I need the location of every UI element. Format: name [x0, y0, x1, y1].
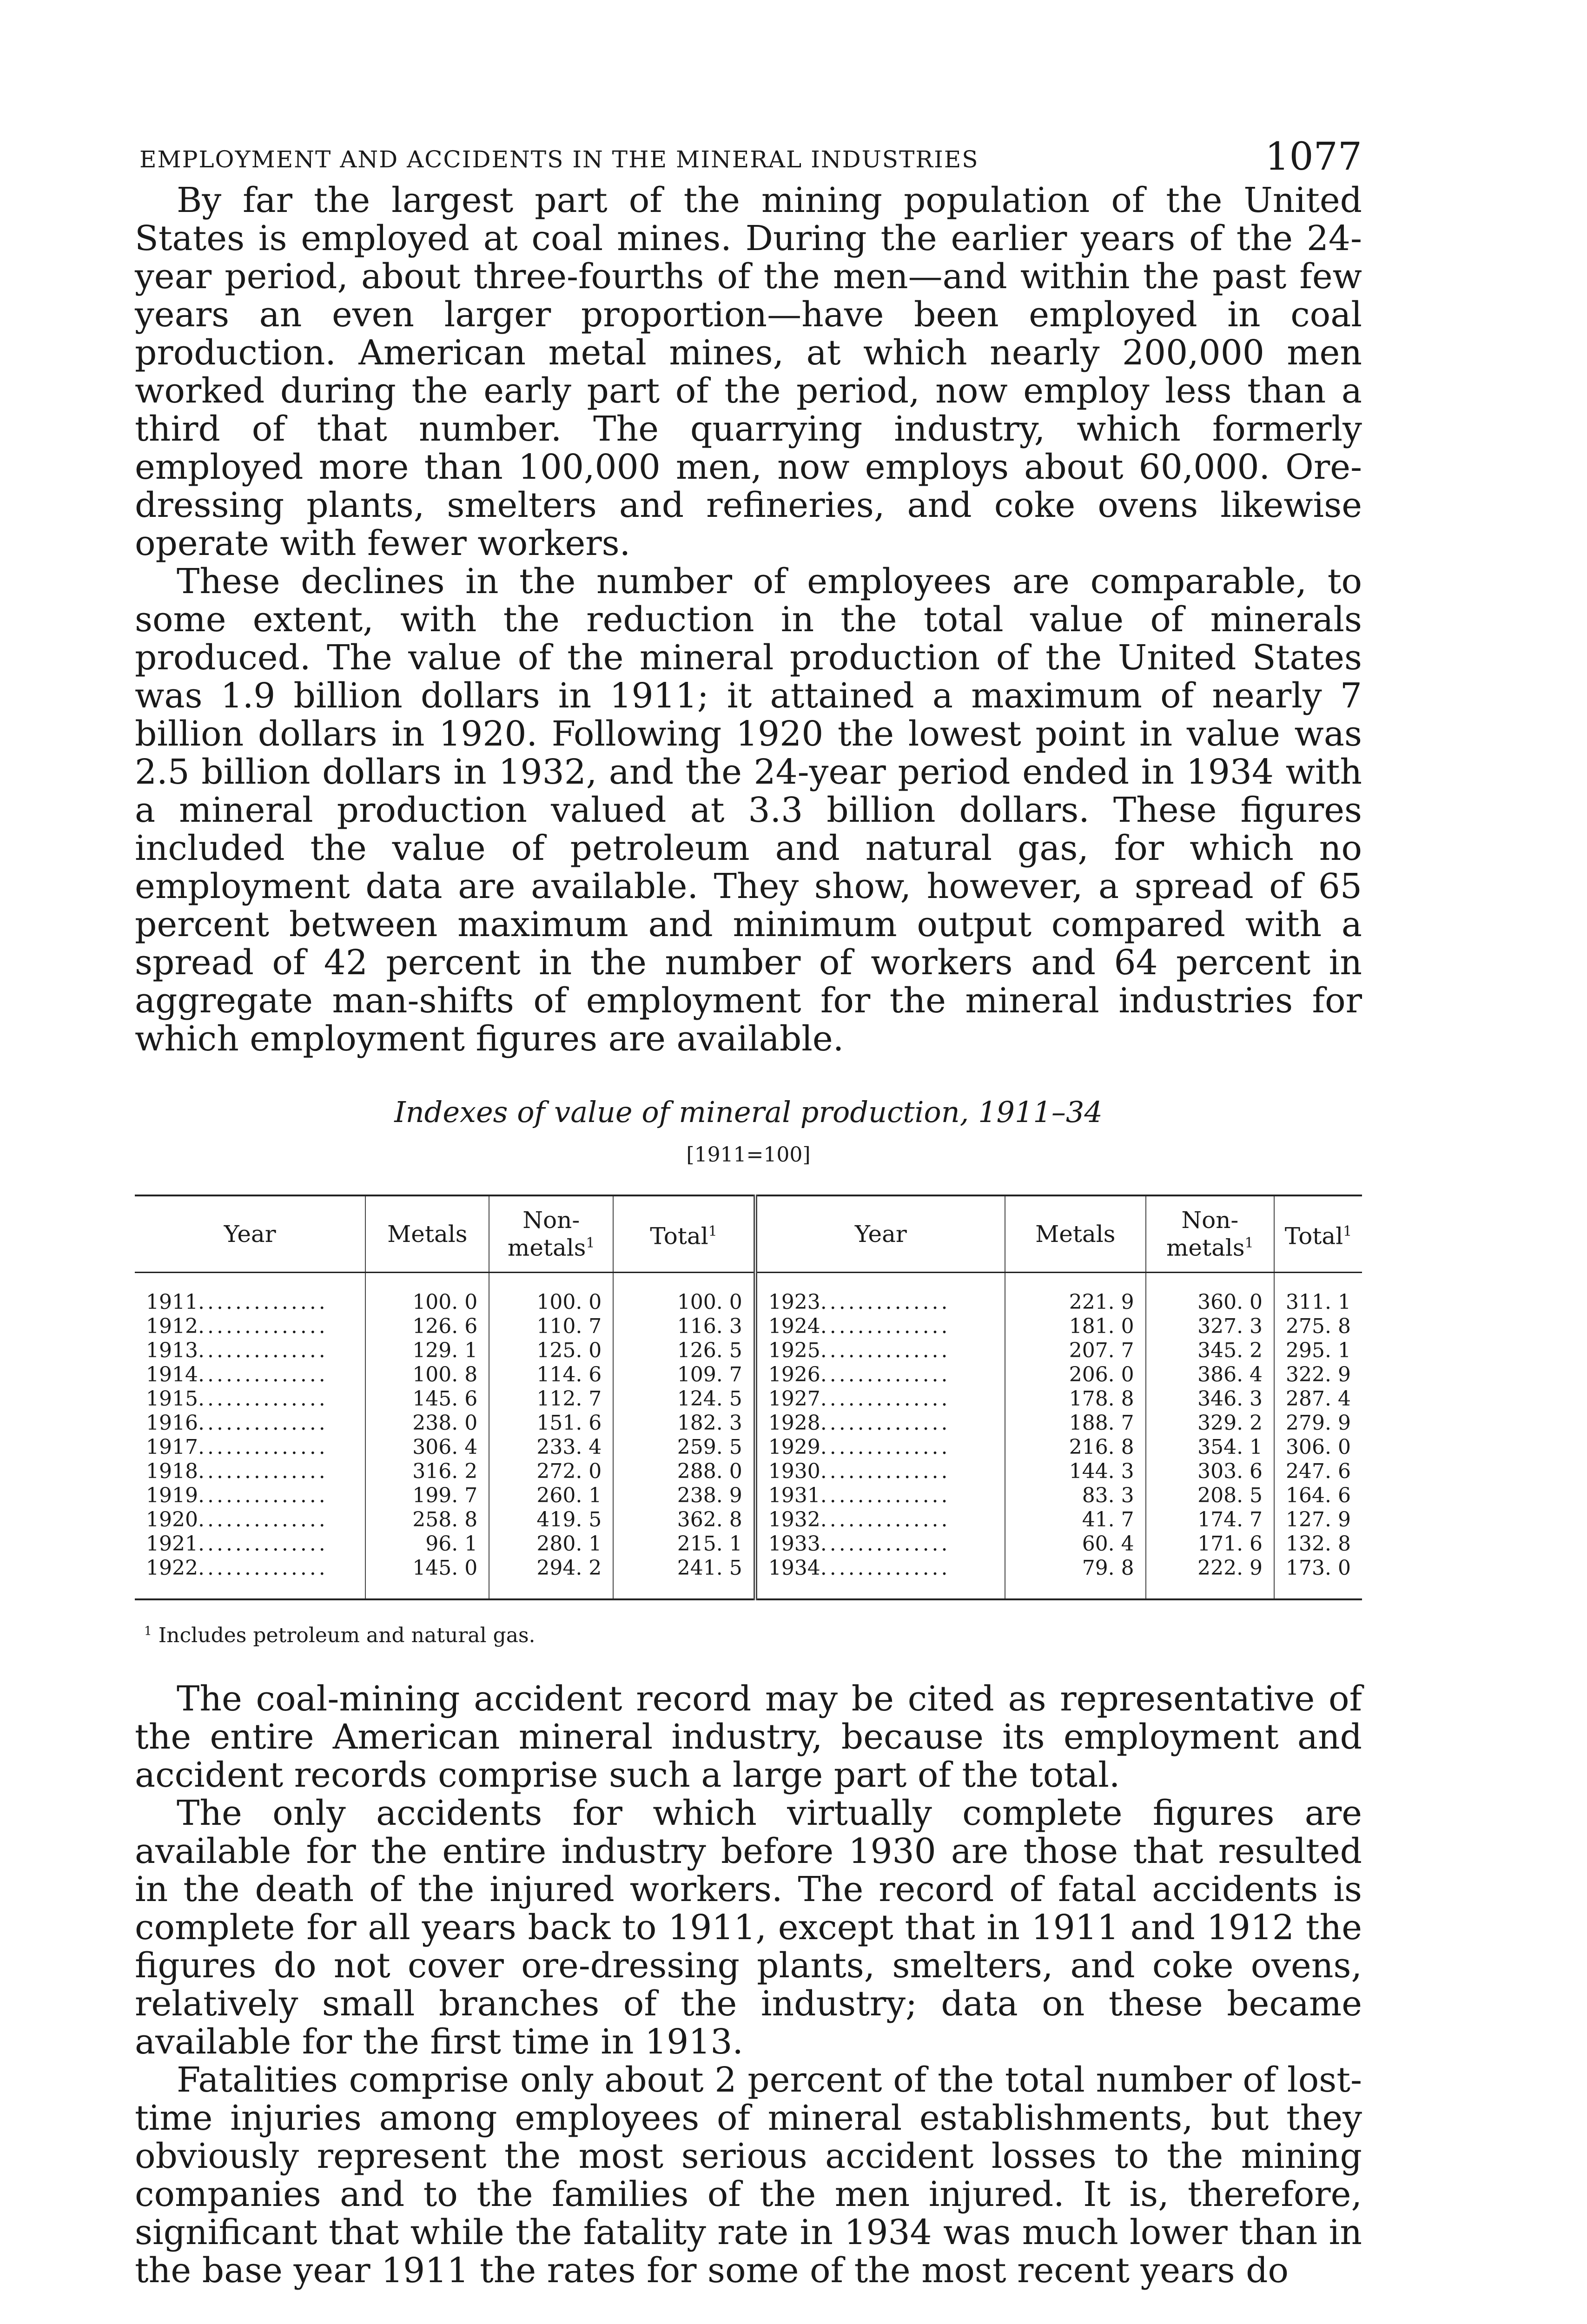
total-cell: 126. 5 [613, 1339, 755, 1363]
col-total-right: Total$^1$ [1274, 1195, 1362, 1272]
total-cell: 287. 4 [1286, 1386, 1351, 1411]
metals-cell: 100. 0 [365, 1272, 489, 1314]
col-total-left: Total$^1$ [613, 1195, 755, 1272]
nonmetals-cell: 151. 6 [489, 1411, 613, 1435]
nonmetals-cell: 327. 3 [1146, 1314, 1274, 1339]
year-cell: 1920.............. [135, 1508, 365, 1532]
nonmetals-cell: 110. 7 [489, 1314, 613, 1339]
year-cell: 1933.............. [755, 1532, 1005, 1556]
nonmetals-cell: 125. 0 [489, 1339, 613, 1363]
total-cell: 275. 8 [1286, 1314, 1351, 1338]
nonmetals-cell: 174. 7 [1146, 1508, 1274, 1532]
nonmetals-cell: 233. 4 [489, 1435, 613, 1459]
nonmetals-cell: 386. 4 [1146, 1363, 1274, 1387]
nonmetals-cell: 260. 1 [489, 1484, 613, 1508]
total-cell: 100. 0 [613, 1272, 755, 1314]
nonmetals-cell: 171. 6 [1146, 1532, 1274, 1556]
year-cell: 1915.............. [135, 1387, 365, 1411]
paragraph-fatal-accidents: The only accidents for which virtually complete figures are available for the entire industry before 1930 are those that resulted in the death of the injured workers. The record of fatal accidents is complete for all years back to 1911, except that in 1911 and 1912 the figures do not cover ore-dressing plants, smelters, and coke ovens, relatively small branches of the industry; data on these became available for the first time in 1913. [135, 1793, 1362, 2062]
page-number: 1077 [1265, 135, 1362, 179]
year-cell: 1911.............. [135, 1272, 365, 1314]
total-cell: 288. 0 [613, 1459, 755, 1484]
year-cell: 1913.............. [135, 1339, 365, 1363]
nonmetals-cell: 280. 1 [489, 1532, 613, 1556]
year-cell: 1918.............. [135, 1459, 365, 1484]
nonmetals-cell: 354. 1 [1146, 1435, 1274, 1459]
metals-cell: 100. 8 [365, 1363, 489, 1387]
metals-cell: 306. 4 [365, 1435, 489, 1459]
paragraph-fatalities: Fatalities comprise only about 2 percent of the total number of lost-time injuries among employees of mineral establishments, but they obviously represent the most serious accident losses to the mining companies and to the families of the men injured. It is, therefore, significant that while the fatality rate in 1934 was much lower than in the base year 1911 the rates for some of the most recent years do [135, 2060, 1362, 2291]
metals-cell: 316. 2 [365, 1459, 489, 1484]
metals-cell: 129. 1 [365, 1339, 489, 1363]
total-cell: 164. 6 [1286, 1483, 1351, 1507]
year-cell: 1930.............. [755, 1459, 1005, 1484]
table-row [135, 1411, 1362, 1435]
year-cell: 1922.............. [135, 1556, 365, 1599]
nonmetals-cell: 100. 0 [489, 1272, 613, 1314]
metals-cell: 181. 0 [1005, 1314, 1146, 1339]
paragraph-coal-record: The coal-mining accident record may be cited as representative of the entire American mineral industry, because its employment and accident records comprise such a large part of the total. [135, 1678, 1362, 1795]
table-header-row [135, 1195, 1362, 1272]
table-footnote: $^1$ Includes petroleum and natural gas. [144, 1623, 536, 1647]
metals-cell: 221. 9 [1005, 1272, 1146, 1314]
year-cell: 1925.............. [755, 1339, 1005, 1363]
metals-cell: 188. 7 [1005, 1411, 1146, 1435]
production-index-table [135, 1195, 1362, 1600]
paragraph-value-declines: These declines in the number of employees are comparable, to some extent, with the reduction in the total value of minerals produced. The value of the mineral production of the United States was 1.9 billion dollars in 1911; it attained a maximum of nearly 7 billion dollars in 1920. Following 1920 the lowest point in value was 2.5 billion dollars in 1932, and the 24-year period ended in 1934 with a mineral production valued at 3.3 billion dollars. These figures included the value of petroleum and natural gas, for which no employment data are available. They show, however, a spread of 65 percent between maximum and minimum output compared with a spread of 42 percent in the number of workers and 64 percent in aggregate man-shifts of employment for the mineral industries for which employment figures are available. [135, 561, 1362, 1059]
nonmetals-cell: 208. 5 [1146, 1484, 1274, 1508]
year-cell: 1934.............. [755, 1556, 1005, 1599]
col-nonmetals-left: Non-metals$^1$ [489, 1195, 613, 1272]
metals-cell: 126. 6 [365, 1314, 489, 1339]
nonmetals-cell: 272. 0 [489, 1459, 613, 1484]
year-cell: 1927.............. [755, 1387, 1005, 1411]
total-cell: 182. 3 [613, 1411, 755, 1435]
metals-cell: 96. 1 [365, 1532, 489, 1556]
year-cell: 1931.............. [755, 1484, 1005, 1508]
nonmetals-cell: 294. 2 [489, 1556, 613, 1599]
table-row [135, 1508, 1362, 1532]
year-cell: 1923.............. [755, 1272, 1005, 1314]
paragraph-mining-population: By far the largest part of the mining population of the United States is employed at coal mines. During the earlier years of the 24-year period, about three-fourths of the men—and within the past few years an even larger proportion—have been employed in coal production. American metal mines, at which nearly 200,000 men worked during the early part of the period, now employ less than a third of that number. The quarrying industry, which formerly employed more than 100,000 men, now employs about 60,000. Ore-dressing plants, smelters and refineries, and coke ovens likewise operate with fewer workers. [135, 180, 1362, 563]
table-body [135, 1272, 1362, 1599]
table-row [135, 1484, 1362, 1508]
year-cell: 1928.............. [755, 1411, 1005, 1435]
metals-cell: 145. 0 [365, 1556, 489, 1599]
nonmetals-cell: 346. 3 [1146, 1387, 1274, 1411]
total-cell: 215. 1 [613, 1532, 755, 1556]
nonmetals-cell: 345. 2 [1146, 1339, 1274, 1363]
total-cell: 173. 0 [1286, 1556, 1351, 1580]
total-cell: 311. 1 [1286, 1290, 1351, 1314]
nonmetals-cell: 222. 9 [1146, 1556, 1274, 1599]
nonmetals-cell: 419. 5 [489, 1508, 613, 1532]
total-cell: 247. 6 [1286, 1459, 1351, 1483]
metals-cell: 206. 0 [1005, 1363, 1146, 1387]
total-cell: 127. 9 [1286, 1507, 1351, 1532]
table-row [135, 1435, 1362, 1459]
metals-cell: 83. 3 [1005, 1484, 1146, 1508]
year-cell: 1917.............. [135, 1435, 365, 1459]
total-cell: 238. 9 [613, 1484, 755, 1508]
total-cell: 241. 5 [613, 1556, 755, 1599]
col-year-right: Year [755, 1195, 1005, 1272]
metals-cell: 207. 7 [1005, 1339, 1146, 1363]
table-base-note: [1911=100] [686, 1143, 811, 1167]
metals-cell: 216. 8 [1005, 1435, 1146, 1459]
year-cell: 1932.............. [755, 1508, 1005, 1532]
total-cell: 132. 8 [1286, 1532, 1351, 1556]
col-metals-right: Metals [1005, 1195, 1146, 1272]
metals-cell: 178. 8 [1005, 1387, 1146, 1411]
table-row [135, 1363, 1362, 1387]
metals-cell: 199. 7 [365, 1484, 489, 1508]
metals-cell: 145. 6 [365, 1387, 489, 1411]
document-page [135, 135, 1362, 2290]
total-cell: 109. 7 [613, 1363, 755, 1387]
total-cell: 295. 1 [1286, 1338, 1351, 1362]
year-cell: 1926.............. [755, 1363, 1005, 1387]
metals-cell: 41. 7 [1005, 1508, 1146, 1532]
col-nonmetals-right: Non-metals$^1$ [1146, 1195, 1274, 1272]
metals-cell: 238. 0 [365, 1411, 489, 1435]
table-row [135, 1339, 1362, 1363]
running-title: EMPLOYMENT AND ACCIDENTS IN THE MINERAL INDUSTRIES [139, 146, 979, 173]
metals-cell: 79. 8 [1005, 1556, 1146, 1599]
year-cell: 1921.............. [135, 1532, 365, 1556]
year-cell: 1919.............. [135, 1484, 365, 1508]
total-cell: 279. 9 [1286, 1411, 1351, 1435]
nonmetals-cell: 114. 6 [489, 1363, 613, 1387]
col-year-left: Year [135, 1195, 365, 1272]
nonmetals-cell: 329. 2 [1146, 1411, 1274, 1435]
nonmetals-cell: 112. 7 [489, 1387, 613, 1411]
year-cell: 1916.............. [135, 1411, 365, 1435]
year-cell: 1929.............. [755, 1435, 1005, 1459]
year-cell: 1924.............. [755, 1314, 1005, 1339]
table-title: Indexes of value of mineral production, 1911–34 [394, 1095, 1103, 1129]
table-row [135, 1314, 1362, 1339]
total-cell: 306. 0 [1286, 1435, 1351, 1459]
metals-cell: 60. 4 [1005, 1532, 1146, 1556]
total-cell: 322. 9 [1286, 1362, 1351, 1386]
nonmetals-cell: 360. 0 [1146, 1272, 1274, 1314]
table-row [135, 1387, 1362, 1411]
nonmetals-cell: 303. 6 [1146, 1459, 1274, 1484]
year-cell: 1912.............. [135, 1314, 365, 1339]
table-row [135, 1272, 1362, 1314]
total-cell: 259. 5 [613, 1435, 755, 1459]
total-cell: 116. 3 [613, 1314, 755, 1339]
total-cell: 124. 5 [613, 1387, 755, 1411]
total-cell: 362. 8 [613, 1508, 755, 1532]
col-metals-left: Metals [365, 1195, 489, 1272]
metals-cell: 144. 3 [1005, 1459, 1146, 1484]
running-header [135, 135, 1362, 181]
table-row [135, 1459, 1362, 1484]
metals-cell: 258. 8 [365, 1508, 489, 1532]
table-row [135, 1532, 1362, 1556]
table-row [135, 1556, 1362, 1599]
year-cell: 1914.............. [135, 1363, 365, 1387]
